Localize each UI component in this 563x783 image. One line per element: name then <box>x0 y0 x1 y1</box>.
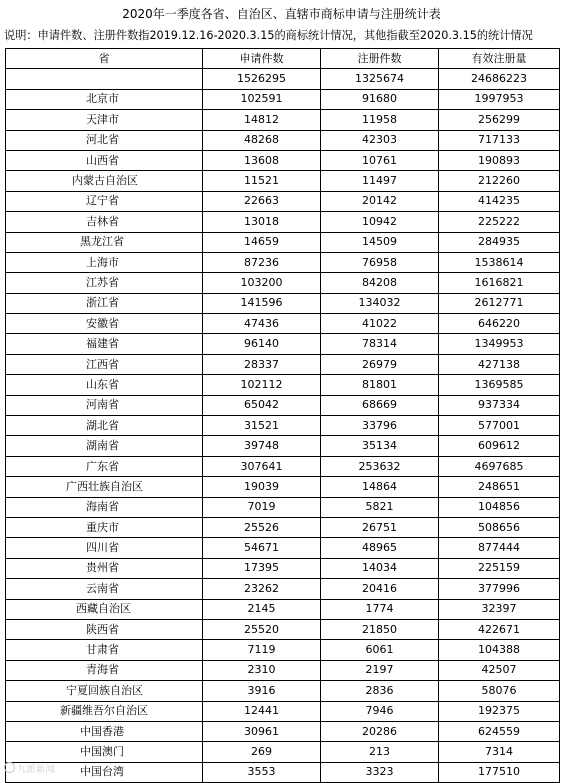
table-row <box>6 762 560 782</box>
registrations-cell: 2836 <box>321 681 439 701</box>
valid-registrations-cell: 1349953 <box>439 334 560 354</box>
province-name <box>6 599 203 619</box>
applications-cell: 102112 <box>203 375 321 395</box>
registrations-cell: 14864 <box>321 477 439 497</box>
province-label: 四川省 <box>86 541 119 555</box>
province-label: 甘肃省 <box>86 643 119 657</box>
registrations-cell: 84208 <box>321 273 439 293</box>
registrations-cell: 14509 <box>321 232 439 252</box>
province-name <box>6 150 203 170</box>
header-row <box>6 49 560 69</box>
applications-cell: 54671 <box>203 538 321 558</box>
valid-registrations-cell: 577001 <box>439 416 560 436</box>
table-row <box>6 558 560 578</box>
valid-registrations-cell: 877444 <box>439 538 560 558</box>
applications-cell: 307641 <box>203 456 321 476</box>
applications-cell: 39748 <box>203 436 321 456</box>
applications-cell: 30961 <box>203 721 321 741</box>
province-label: 中国澳门 <box>80 744 124 758</box>
province-name <box>6 538 203 558</box>
valid-registrations-cell: 248651 <box>439 477 560 497</box>
registrations-cell: 68669 <box>321 395 439 415</box>
applications-cell: 14812 <box>203 110 321 130</box>
valid-registrations-cell: 225159 <box>439 558 560 578</box>
registrations-cell: 11497 <box>321 171 439 191</box>
valid-registrations-cell: 609612 <box>439 436 560 456</box>
table-row <box>6 334 560 354</box>
applications-cell: 31521 <box>203 416 321 436</box>
registrations-cell: 5821 <box>321 497 439 517</box>
registrations-cell: 78314 <box>321 334 439 354</box>
province-name <box>6 110 203 130</box>
applications-cell: 7019 <box>203 497 321 517</box>
table-row <box>6 375 560 395</box>
table-row <box>6 477 560 497</box>
page-title: 2020年一季度各省、自治区、直辖市商标申请与注册统计表 <box>122 7 441 21</box>
province-label: 重庆市 <box>86 520 119 534</box>
table-row <box>6 436 560 456</box>
total-label <box>6 69 203 89</box>
province-name <box>6 375 203 395</box>
province-name <box>6 395 203 415</box>
valid-registrations-cell: 422671 <box>439 619 560 639</box>
province-label: 江西省 <box>86 357 119 371</box>
registrations-cell: 21850 <box>321 619 439 639</box>
total-row <box>6 69 560 89</box>
table-note: 说明：申请件数、注册件数指2019.12.16-2020.3.15的商标统计情况，其他指截至2020.3.15的统计情况 <box>4 29 533 42</box>
registrations-cell: 48965 <box>321 538 439 558</box>
registrations-cell: 6061 <box>321 640 439 660</box>
table-row <box>6 640 560 660</box>
province-label: 青海省 <box>86 663 119 677</box>
province-name <box>6 640 203 660</box>
province-label: 山东省 <box>86 377 119 391</box>
province-name <box>6 212 203 232</box>
valid-registrations-cell: 646220 <box>439 314 560 334</box>
registrations-cell: 10942 <box>321 212 439 232</box>
applications-cell: 25520 <box>203 619 321 639</box>
applications-cell: 103200 <box>203 273 321 293</box>
province-label: 内蒙古自治区 <box>72 174 138 188</box>
applications-cell: 17395 <box>203 558 321 578</box>
header-province: 省 <box>6 49 203 69</box>
header-registrations: 注册件数 <box>321 49 439 69</box>
registrations-cell: 213 <box>321 742 439 762</box>
table-row <box>6 701 560 721</box>
province-label: 中国台湾 <box>80 765 124 779</box>
province-name <box>6 660 203 680</box>
applications-cell: 141596 <box>203 293 321 313</box>
province-label: 西藏自治区 <box>76 602 131 616</box>
valid-registrations-cell: 212260 <box>439 171 560 191</box>
table-row <box>6 171 560 191</box>
registrations-cell: 35134 <box>321 436 439 456</box>
table-row <box>6 742 560 762</box>
applications-cell: 23262 <box>203 579 321 599</box>
table-row <box>6 538 560 558</box>
table-row <box>6 232 560 252</box>
registrations-cell: 81801 <box>321 375 439 395</box>
applications-cell: 13608 <box>203 150 321 170</box>
applications-cell: 47436 <box>203 314 321 334</box>
valid-registrations-cell: 2612771 <box>439 293 560 313</box>
valid-registrations-cell: 58076 <box>439 681 560 701</box>
applications-cell: 48268 <box>203 130 321 150</box>
table-row <box>6 395 560 415</box>
registrations-cell: 91680 <box>321 89 439 109</box>
applications-cell: 19039 <box>203 477 321 497</box>
table-row <box>6 579 560 599</box>
table-row <box>6 660 560 680</box>
applications-cell: 3916 <box>203 681 321 701</box>
valid-registrations-cell: 225222 <box>439 212 560 232</box>
valid-registrations-cell: 1538614 <box>439 252 560 272</box>
province-name <box>6 273 203 293</box>
province-label: 陕西省 <box>86 622 119 636</box>
registrations-cell: 1774 <box>321 599 439 619</box>
applications-cell: 25526 <box>203 517 321 537</box>
watermark-logo-icon <box>4 762 15 773</box>
province-name <box>6 681 203 701</box>
table-row <box>6 599 560 619</box>
table-body <box>6 69 560 783</box>
province-label: 吉林省 <box>86 214 119 228</box>
valid-registrations-cell: 177510 <box>439 762 560 782</box>
table-row <box>6 681 560 701</box>
table-row <box>6 273 560 293</box>
province-label: 辽宁省 <box>86 194 119 208</box>
table-row <box>6 89 560 109</box>
province-name <box>6 497 203 517</box>
applications-cell: 65042 <box>203 395 321 415</box>
valid-registrations-cell: 104388 <box>439 640 560 660</box>
registrations-cell: 10761 <box>321 150 439 170</box>
watermark <box>4 762 55 775</box>
province-label: 江苏省 <box>86 275 119 289</box>
table-row <box>6 619 560 639</box>
registrations-cell: 2197 <box>321 660 439 680</box>
valid-registrations-cell: 414235 <box>439 191 560 211</box>
province-label: 山西省 <box>86 153 119 167</box>
province-label: 中国香港 <box>80 724 124 738</box>
valid-registrations-cell: 427138 <box>439 354 560 374</box>
province-label: 安徽省 <box>86 316 119 330</box>
province-name <box>6 416 203 436</box>
trademark-stats-table <box>5 48 560 783</box>
province-label: 湖南省 <box>86 439 119 453</box>
province-name <box>6 314 203 334</box>
province-name <box>6 477 203 497</box>
valid-registrations-cell: 7314 <box>439 742 560 762</box>
province-label: 河北省 <box>86 133 119 147</box>
table-row <box>6 314 560 334</box>
registrations-cell: 33796 <box>321 416 439 436</box>
watermark-text: 九派新闻 <box>17 765 56 775</box>
province-label: 浙江省 <box>86 296 119 310</box>
province-label: 贵州省 <box>86 561 119 575</box>
valid-registrations-cell: 377996 <box>439 579 560 599</box>
applications-cell: 12441 <box>203 701 321 721</box>
province-name <box>6 171 203 191</box>
table-row <box>6 456 560 476</box>
valid-registrations-cell: 256299 <box>439 110 560 130</box>
table-row <box>6 497 560 517</box>
applications-cell: 14659 <box>203 232 321 252</box>
registrations-cell: 42303 <box>321 130 439 150</box>
registrations-cell: 41022 <box>321 314 439 334</box>
table-row <box>6 110 560 130</box>
province-name <box>6 293 203 313</box>
applications-cell: 7119 <box>203 640 321 660</box>
province-name <box>6 517 203 537</box>
registrations-cell: 20416 <box>321 579 439 599</box>
province-label: 天津市 <box>86 112 119 126</box>
registrations-cell: 20142 <box>321 191 439 211</box>
province-label: 黑龙江省 <box>80 235 124 249</box>
total-valid-registrations: 24686223 <box>439 69 560 89</box>
province-name <box>6 89 203 109</box>
table-row <box>6 191 560 211</box>
province-name <box>6 456 203 476</box>
valid-registrations-cell: 32397 <box>439 599 560 619</box>
table-row <box>6 416 560 436</box>
province-label: 北京市 <box>86 92 119 106</box>
province-label: 广西壮族自治区 <box>66 479 143 493</box>
table-row <box>6 293 560 313</box>
valid-registrations-cell: 937334 <box>439 395 560 415</box>
valid-registrations-cell: 717133 <box>439 130 560 150</box>
valid-registrations-cell: 284935 <box>439 232 560 252</box>
applications-cell: 87236 <box>203 252 321 272</box>
table-row <box>6 130 560 150</box>
province-label: 新疆维吾尔自治区 <box>60 704 148 718</box>
registrations-cell: 26979 <box>321 354 439 374</box>
province-name <box>6 701 203 721</box>
valid-registrations-cell: 508656 <box>439 517 560 537</box>
registrations-cell: 11958 <box>321 110 439 130</box>
province-name <box>6 130 203 150</box>
applications-cell: 2310 <box>203 660 321 680</box>
registrations-cell: 76958 <box>321 252 439 272</box>
province-name <box>6 436 203 456</box>
province-name <box>6 252 203 272</box>
header-valid-registrations: 有效注册量 <box>439 49 560 69</box>
applications-cell: 2145 <box>203 599 321 619</box>
province-name <box>6 721 203 741</box>
valid-registrations-cell: 4697685 <box>439 456 560 476</box>
total-registrations: 1325674 <box>321 69 439 89</box>
table-row <box>6 354 560 374</box>
province-label: 宁夏回族自治区 <box>66 683 143 697</box>
province-name <box>6 742 203 762</box>
applications-cell: 11521 <box>203 171 321 191</box>
applications-cell: 22663 <box>203 191 321 211</box>
table-row <box>6 150 560 170</box>
province-label: 福建省 <box>86 337 119 351</box>
header-applications: 申请件数 <box>203 49 321 69</box>
registrations-cell: 14034 <box>321 558 439 578</box>
province-name <box>6 579 203 599</box>
applications-cell: 3553 <box>203 762 321 782</box>
valid-registrations-cell: 104856 <box>439 497 560 517</box>
registrations-cell: 26751 <box>321 517 439 537</box>
province-name <box>6 354 203 374</box>
registrations-cell: 7946 <box>321 701 439 721</box>
valid-registrations-cell: 192375 <box>439 701 560 721</box>
applications-cell: 96140 <box>203 334 321 354</box>
applications-cell: 28337 <box>203 354 321 374</box>
table-row <box>6 517 560 537</box>
province-label: 河南省 <box>86 398 119 412</box>
province-name <box>6 334 203 354</box>
registrations-cell: 3323 <box>321 762 439 782</box>
registrations-cell: 134032 <box>321 293 439 313</box>
province-label: 云南省 <box>86 581 119 595</box>
total-applications: 1526295 <box>203 69 321 89</box>
valid-registrations-cell: 1369585 <box>439 375 560 395</box>
valid-registrations-cell: 190893 <box>439 150 560 170</box>
applications-cell: 13018 <box>203 212 321 232</box>
registrations-cell: 20286 <box>321 721 439 741</box>
valid-registrations-cell: 42507 <box>439 660 560 680</box>
valid-registrations-cell: 1616821 <box>439 273 560 293</box>
province-name <box>6 619 203 639</box>
table-row <box>6 721 560 741</box>
province-name <box>6 191 203 211</box>
table-row <box>6 212 560 232</box>
province-name <box>6 232 203 252</box>
province-label: 广东省 <box>86 459 119 473</box>
province-name <box>6 558 203 578</box>
valid-registrations-cell: 1997953 <box>439 89 560 109</box>
applications-cell: 269 <box>203 742 321 762</box>
valid-registrations-cell: 624559 <box>439 721 560 741</box>
registrations-cell: 253632 <box>321 456 439 476</box>
applications-cell: 102591 <box>203 89 321 109</box>
province-label: 海南省 <box>86 500 119 514</box>
province-label: 湖北省 <box>86 418 119 432</box>
table-row <box>6 252 560 272</box>
province-label: 上海市 <box>86 255 119 269</box>
